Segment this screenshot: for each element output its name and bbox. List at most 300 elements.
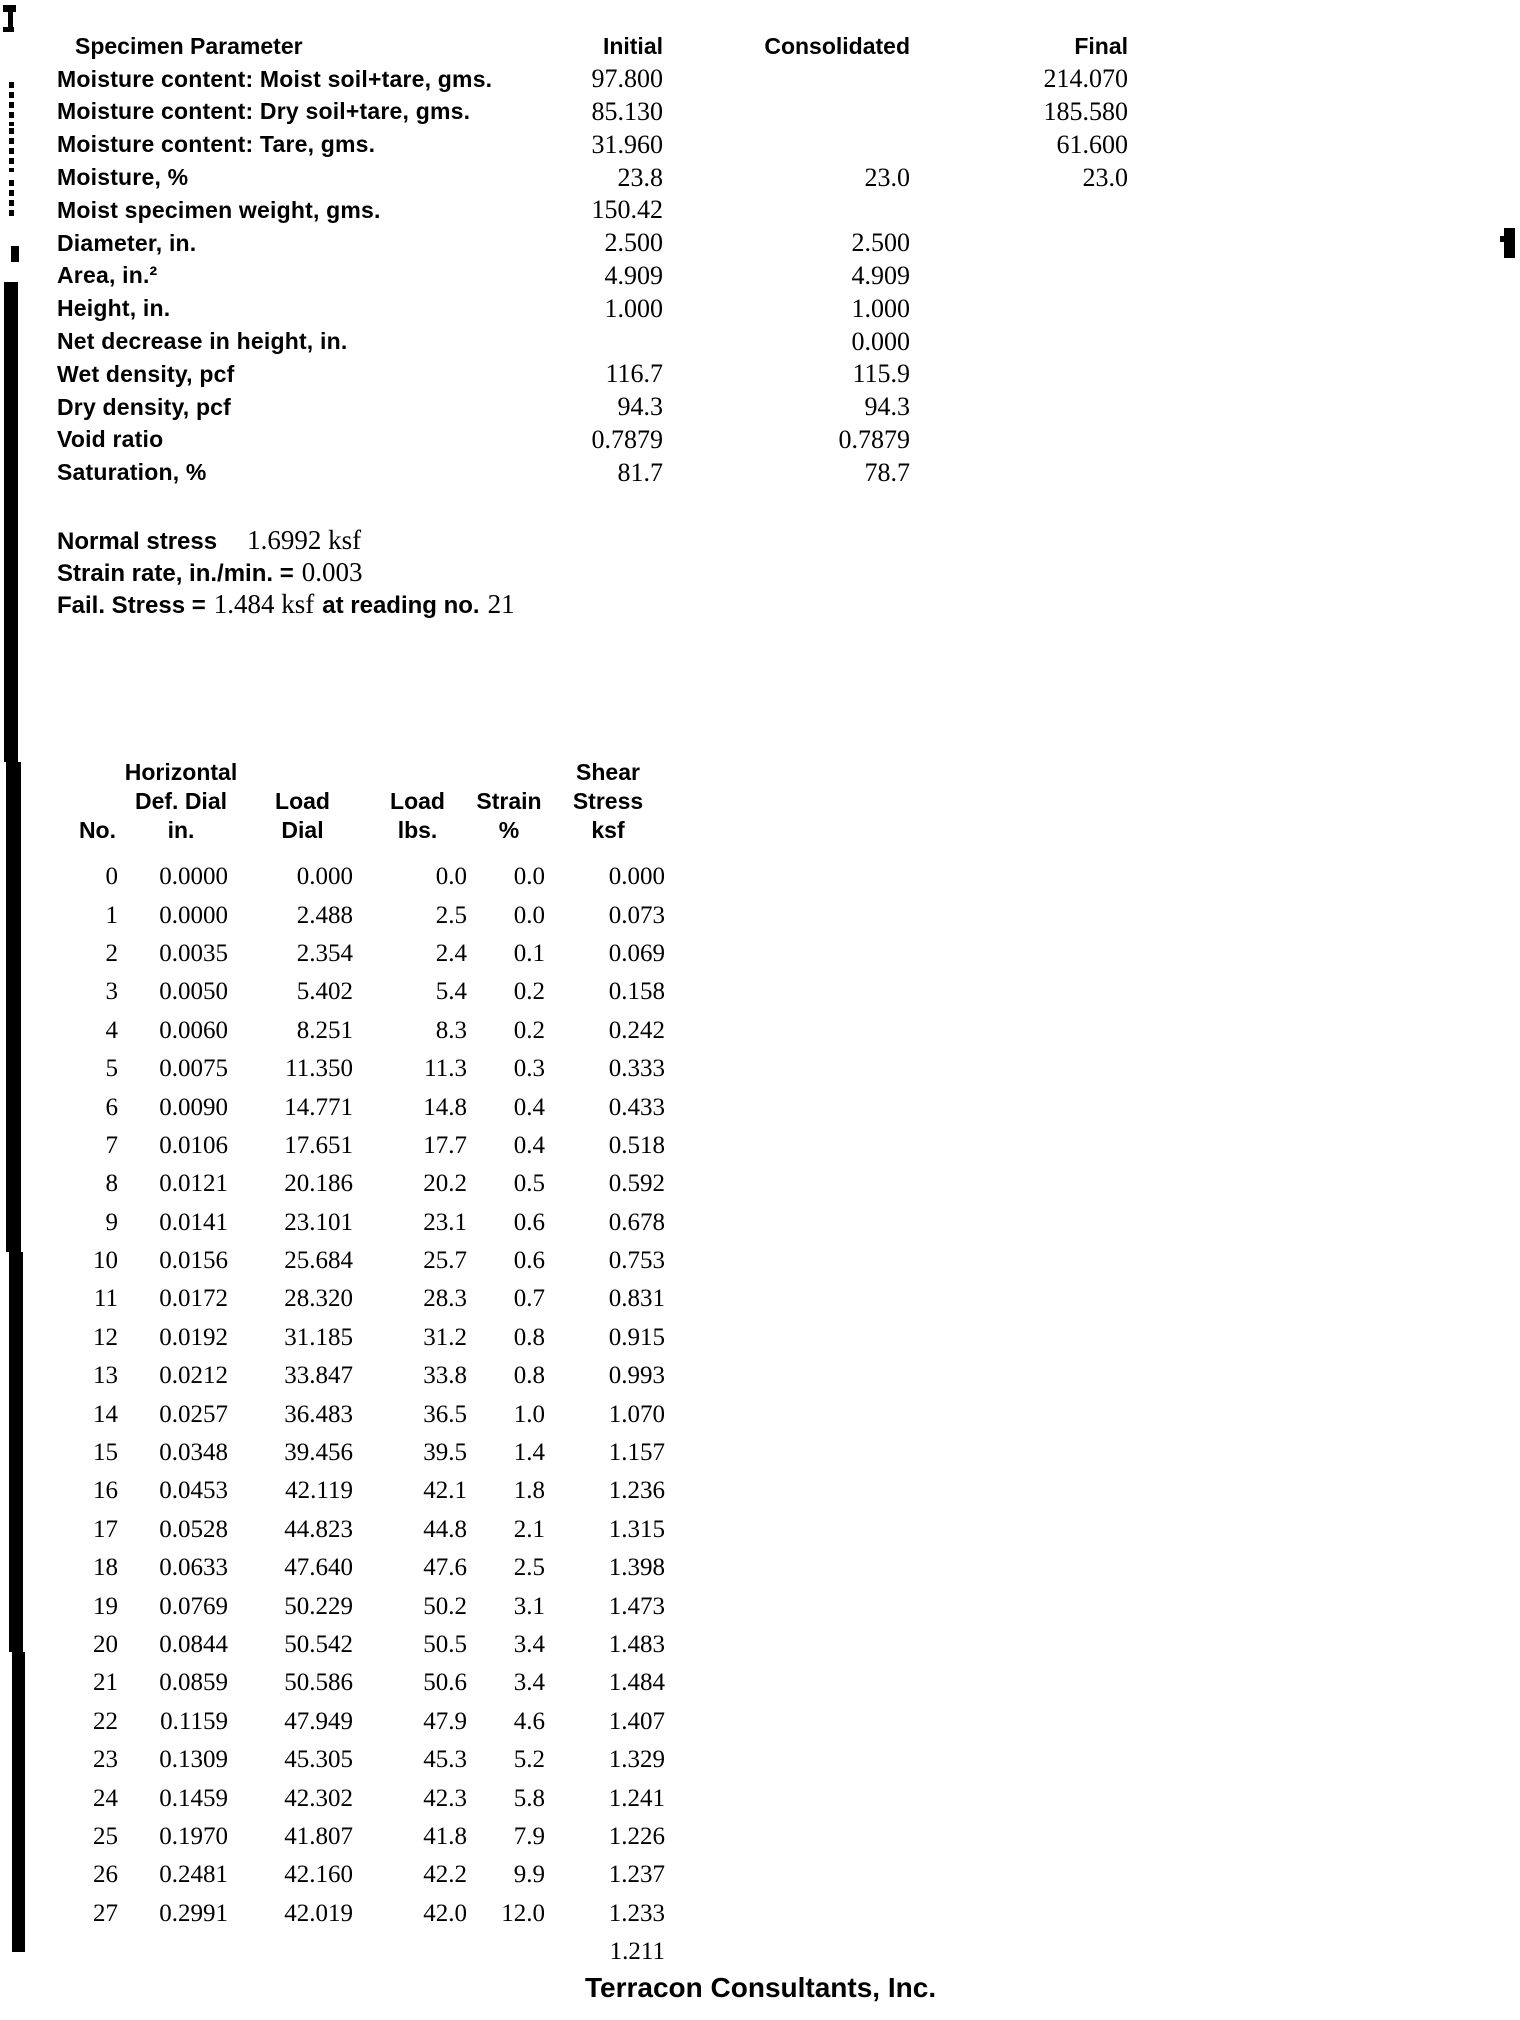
reading-load-dial: 20.186 xyxy=(284,1170,353,1198)
strain-rate-line xyxy=(57,556,515,588)
reading-no: 27 xyxy=(93,1899,118,1927)
specimen-final-value: 23.0 xyxy=(1082,162,1128,192)
residual-shear-value: 1.211 xyxy=(609,1938,665,1966)
reading-shear-stress: 0.592 xyxy=(608,1170,665,1198)
specimen-initial-value: 23.8 xyxy=(617,162,663,192)
specimen-table-row xyxy=(57,391,1132,424)
strain-rate-value: 0.003 xyxy=(301,557,363,587)
reading-no: 20 xyxy=(93,1631,118,1658)
specimen-table-header-row xyxy=(57,30,1132,63)
reading-strain: 3.1 xyxy=(513,1592,545,1620)
header-load-lbs-line2: Load xyxy=(390,788,445,814)
specimen-initial-value: 0.7879 xyxy=(591,424,663,454)
specimen-table-row xyxy=(57,260,1132,293)
header-load-lbs-line3: lbs. xyxy=(397,817,438,843)
initial-column-header: Initial xyxy=(602,32,663,59)
reading-shear-stress: 0.831 xyxy=(608,1285,665,1313)
reading-shear-stress: 0.073 xyxy=(608,901,665,929)
reading-load-dial: 47.949 xyxy=(284,1707,353,1735)
reading-no: 6 xyxy=(105,1093,118,1121)
header-load-lbs-line1 xyxy=(365,758,470,787)
header-def-dial-line2: Def. Dial xyxy=(134,788,228,814)
reading-strain: 5.2 xyxy=(513,1746,545,1774)
specimen-parameter-label: Moisture, % xyxy=(57,164,189,191)
reading-no: 24 xyxy=(93,1784,118,1812)
scan-artifact-edge-bar-1 xyxy=(4,282,18,762)
specimen-table-row xyxy=(57,227,1132,260)
specimen-parameter-label: Void ratio xyxy=(57,426,164,453)
reading-no: 14 xyxy=(93,1400,118,1428)
reading-row xyxy=(57,1703,668,1741)
reading-load-lbs: 25.7 xyxy=(423,1247,467,1275)
reading-no: 2 xyxy=(105,939,118,967)
reading-load-lbs: 2.5 xyxy=(435,901,467,929)
fail-stress-suffix: at reading no. xyxy=(322,592,480,619)
scan-artifact-margin-squiggle-3 xyxy=(9,180,14,220)
reading-shear-stress: 0.753 xyxy=(608,1247,665,1275)
reading-strain: 0.8 xyxy=(513,1323,545,1351)
reading-strain: 0.5 xyxy=(513,1170,545,1198)
reading-load-lbs: 33.8 xyxy=(423,1362,467,1390)
reading-load-dial: 42.160 xyxy=(284,1861,353,1889)
reading-def-dial: 0.0257 xyxy=(159,1400,228,1428)
specimen-initial-value: 94.3 xyxy=(617,392,663,422)
specimen-initial-value: 2.500 xyxy=(604,228,663,258)
reading-def-dial: 0.0172 xyxy=(159,1285,228,1313)
specimen-parameter-label: Moisture content: Tare, gms. xyxy=(57,131,376,158)
reading-no: 0 xyxy=(105,863,118,891)
reading-def-dial: 0.1970 xyxy=(159,1822,228,1850)
reading-no: 7 xyxy=(105,1131,118,1159)
reading-no: 22 xyxy=(93,1707,118,1735)
reading-row xyxy=(57,1395,668,1433)
reading-strain: 0.0 xyxy=(513,863,545,891)
specimen-initial-value: 81.7 xyxy=(617,457,663,487)
reading-load-dial: 50.229 xyxy=(284,1592,353,1620)
specimen-table-row xyxy=(57,96,1132,129)
reading-def-dial: 0.2481 xyxy=(159,1861,228,1889)
reading-shear-stress: 1.233 xyxy=(608,1899,665,1927)
specimen-consolidated-value: 115.9 xyxy=(852,359,910,389)
reading-def-dial: 0.0348 xyxy=(159,1439,228,1467)
specimen-final-value: 61.600 xyxy=(1056,129,1128,159)
reading-row xyxy=(57,1280,668,1318)
reading-load-lbs: 5.4 xyxy=(435,978,467,1006)
specimen-parameter-label: Moisture content: Moist soil+tare, gms. xyxy=(57,65,493,92)
reading-strain: 3.4 xyxy=(513,1669,545,1697)
reading-def-dial: 0.0000 xyxy=(159,863,228,891)
reading-strain: 3.4 xyxy=(513,1631,545,1658)
reading-load-lbs: 42.1 xyxy=(423,1477,467,1505)
reading-def-dial: 0.0000 xyxy=(159,901,228,929)
reading-row xyxy=(57,1626,668,1664)
specimen-table-row xyxy=(57,63,1132,96)
fail-stress-line xyxy=(57,588,515,620)
header-no-line2 xyxy=(57,787,122,816)
normal-stress-line xyxy=(57,524,515,556)
reading-no: 16 xyxy=(93,1477,118,1505)
header-strain-line1 xyxy=(470,758,548,787)
reading-shear-stress: 1.241 xyxy=(608,1784,665,1812)
reading-row xyxy=(57,1587,668,1625)
specimen-parameter-label: Net decrease in height, in. xyxy=(57,328,348,355)
specimen-parameter-header: Specimen Parameter xyxy=(75,32,303,59)
reading-no: 17 xyxy=(93,1515,118,1543)
reading-no: 13 xyxy=(93,1362,118,1390)
specimen-table-row xyxy=(57,456,1132,489)
readings-table-header xyxy=(57,758,668,845)
header-load-dial-line2: Load xyxy=(275,788,330,814)
specimen-initial-value: 85.130 xyxy=(591,96,663,126)
header-def-dial-line3: in. xyxy=(167,817,195,843)
reading-strain: 0.2 xyxy=(513,978,545,1006)
reading-row xyxy=(57,1818,668,1856)
reading-shear-stress: 1.070 xyxy=(608,1400,665,1428)
reading-def-dial: 0.0075 xyxy=(159,1055,228,1083)
reading-load-lbs: 41.8 xyxy=(423,1822,467,1850)
test-conditions-block xyxy=(57,524,515,620)
header-strain-line2: Strain xyxy=(476,788,542,814)
specimen-parameter-label: Area, in.² xyxy=(57,262,158,289)
reading-load-lbs: 36.5 xyxy=(423,1400,467,1428)
reading-strain: 4.6 xyxy=(513,1707,545,1735)
specimen-initial-value: 97.800 xyxy=(591,64,663,94)
reading-def-dial: 0.0090 xyxy=(159,1093,228,1121)
specimen-consolidated-value: 0.7879 xyxy=(838,424,910,454)
readings-header-line-2 xyxy=(57,787,668,816)
reading-no: 4 xyxy=(105,1016,118,1044)
reading-row xyxy=(57,1741,668,1779)
reading-load-dial: 39.456 xyxy=(284,1439,353,1467)
reading-strain: 2.5 xyxy=(513,1554,545,1582)
reading-def-dial: 0.0060 xyxy=(159,1016,228,1044)
reading-strain: 2.1 xyxy=(513,1515,545,1543)
reading-load-lbs: 50.2 xyxy=(423,1592,467,1620)
reading-no: 5 xyxy=(105,1055,118,1083)
header-load-dial-line3: Dial xyxy=(281,817,324,843)
residual-shear-row xyxy=(57,1933,668,1971)
header-no-line1 xyxy=(57,758,122,787)
company-name: Terracon Consultants, Inc. xyxy=(585,1972,937,2003)
scan-artifact-margin-tick xyxy=(11,246,19,262)
reading-strain: 12.0 xyxy=(501,1899,545,1927)
scan-artifact-top-left-3 xyxy=(3,27,14,32)
specimen-table-row xyxy=(57,325,1132,358)
reading-row xyxy=(57,1434,668,1472)
reading-load-lbs: 42.2 xyxy=(423,1861,467,1889)
specimen-consolidated-value: 4.909 xyxy=(851,260,910,290)
specimen-initial-value: 116.7 xyxy=(605,359,663,389)
specimen-parameter-label: Saturation, % xyxy=(57,459,207,486)
reading-strain: 0.1 xyxy=(513,939,545,967)
reading-load-lbs: 2.4 xyxy=(435,939,467,967)
reading-load-dial: 45.305 xyxy=(284,1746,353,1774)
reading-row xyxy=(57,973,668,1011)
reading-no: 8 xyxy=(105,1170,118,1198)
reading-def-dial: 0.1459 xyxy=(159,1784,228,1812)
reading-no: 10 xyxy=(93,1247,118,1275)
reading-shear-stress: 1.237 xyxy=(608,1861,665,1889)
reading-load-dial: 0.000 xyxy=(296,863,353,891)
reading-load-dial: 44.823 xyxy=(284,1515,353,1543)
reading-row xyxy=(57,1779,668,1817)
reading-shear-stress: 0.678 xyxy=(608,1208,665,1236)
reading-shear-stress: 0.915 xyxy=(608,1323,665,1351)
reading-strain: 0.8 xyxy=(513,1362,545,1390)
scan-artifact-edge-bar-3 xyxy=(9,1252,23,1652)
reading-load-dial: 14.771 xyxy=(284,1093,353,1121)
specimen-parameter-label: Diameter, in. xyxy=(57,229,197,256)
reading-no: 18 xyxy=(93,1554,118,1582)
reading-shear-stress: 1.483 xyxy=(608,1631,665,1658)
strain-rate-label: Strain rate, in./min. = xyxy=(57,560,294,587)
reading-def-dial: 0.1309 xyxy=(159,1746,228,1774)
normal-stress-label: Normal stress xyxy=(57,528,218,555)
reading-shear-stress: 0.069 xyxy=(608,939,665,967)
reading-row xyxy=(57,935,668,973)
scan-artifact-margin-squiggle-2 xyxy=(9,128,14,172)
reading-row xyxy=(57,1549,668,1587)
reading-strain: 0.3 xyxy=(513,1055,545,1083)
reading-def-dial: 0.0212 xyxy=(159,1362,228,1390)
reading-load-dial: 2.354 xyxy=(296,939,353,967)
reading-row xyxy=(57,1127,668,1165)
header-load-dial-line1 xyxy=(240,758,365,787)
readings-header-line-3 xyxy=(57,816,668,845)
reading-load-dial: 31.185 xyxy=(284,1323,353,1351)
reading-def-dial: 0.0192 xyxy=(159,1323,228,1351)
specimen-table-row xyxy=(57,161,1132,194)
specimen-consolidated-value: 23.0 xyxy=(864,162,910,192)
reading-load-lbs: 42.0 xyxy=(423,1899,467,1927)
reading-load-lbs: 17.7 xyxy=(423,1131,467,1159)
specimen-parameter-label: Moist specimen weight, gms. xyxy=(57,196,381,223)
reading-row xyxy=(57,858,668,896)
reading-shear-stress: 1.473 xyxy=(608,1592,665,1620)
header-shear-line3: ksf xyxy=(591,817,625,843)
specimen-table-row xyxy=(57,128,1132,161)
specimen-consolidated-value: 2.500 xyxy=(851,228,910,258)
reading-no: 26 xyxy=(93,1861,118,1889)
reading-load-lbs: 8.3 xyxy=(435,1016,467,1044)
specimen-table-row xyxy=(57,358,1132,391)
reading-no: 25 xyxy=(93,1822,118,1850)
specimen-initial-value: 150.42 xyxy=(591,195,663,225)
reading-row xyxy=(57,896,668,934)
reading-def-dial: 0.0156 xyxy=(159,1247,228,1275)
reading-def-dial: 0.1159 xyxy=(160,1707,228,1735)
scan-artifact-edge-bar-2 xyxy=(6,762,21,1252)
reading-shear-stress: 1.484 xyxy=(608,1669,665,1697)
reading-row xyxy=(57,1895,668,1933)
reading-load-lbs: 50.6 xyxy=(423,1669,467,1697)
header-no-line3: No. xyxy=(78,817,116,843)
readings-table-body xyxy=(57,858,668,1971)
specimen-parameter-label: Dry density, pcf xyxy=(57,393,232,420)
reading-row xyxy=(57,1012,668,1050)
reading-no: 11 xyxy=(93,1285,118,1313)
reading-load-dial: 28.320 xyxy=(284,1285,353,1313)
reading-shear-stress: 1.398 xyxy=(608,1554,665,1582)
normal-stress-value: 1.6992 ksf xyxy=(247,525,362,555)
reading-shear-stress: 0.433 xyxy=(608,1093,665,1121)
reading-strain: 0.6 xyxy=(513,1208,545,1236)
reading-load-lbs: 47.6 xyxy=(423,1554,467,1582)
specimen-consolidated-value: 1.000 xyxy=(851,293,910,323)
reading-load-dial: 5.402 xyxy=(296,978,353,1006)
specimen-initial-value: 4.909 xyxy=(604,260,663,290)
reading-strain: 0.2 xyxy=(513,1016,545,1044)
reading-no: 9 xyxy=(105,1208,118,1236)
reading-no: 19 xyxy=(93,1592,118,1620)
reading-shear-stress: 1.236 xyxy=(608,1477,665,1505)
specimen-consolidated-value: 94.3 xyxy=(864,392,910,422)
reading-def-dial: 0.0844 xyxy=(159,1631,228,1658)
specimen-parameter-label: Height, in. xyxy=(57,295,171,322)
reading-def-dial: 0.0035 xyxy=(159,939,228,967)
reading-load-lbs: 20.2 xyxy=(423,1170,467,1198)
reading-strain: 0.4 xyxy=(513,1093,545,1121)
reading-no: 21 xyxy=(93,1669,118,1697)
header-shear-line2: Stress xyxy=(572,788,644,814)
reading-shear-stress: 0.158 xyxy=(608,978,665,1006)
reading-load-lbs: 45.3 xyxy=(423,1746,467,1774)
reading-def-dial: 0.0769 xyxy=(159,1592,228,1620)
reading-load-lbs: 11.3 xyxy=(424,1055,467,1083)
reading-row xyxy=(57,1319,668,1357)
reading-shear-stress: 0.333 xyxy=(608,1055,665,1083)
reading-def-dial: 0.0633 xyxy=(159,1554,228,1582)
specimen-final-value: 185.580 xyxy=(1043,96,1128,126)
fail-stress-label: Fail. Stress = xyxy=(57,592,206,619)
reading-load-dial: 11.350 xyxy=(285,1055,353,1083)
header-strain-line3: % xyxy=(498,817,520,843)
specimen-table-row xyxy=(57,194,1132,227)
reading-def-dial: 0.2991 xyxy=(159,1899,228,1927)
reading-load-lbs: 28.3 xyxy=(423,1285,467,1313)
reading-shear-stress: 0.993 xyxy=(608,1362,665,1390)
reading-row xyxy=(57,1088,668,1126)
reading-load-lbs: 42.3 xyxy=(423,1784,467,1812)
fail-stress-reading-number: 21 xyxy=(487,589,515,619)
reading-def-dial: 0.0106 xyxy=(159,1131,228,1159)
reading-strain: 1.4 xyxy=(513,1439,545,1467)
specimen-initial-value: 1.000 xyxy=(604,293,663,323)
reading-def-dial: 0.0050 xyxy=(159,978,228,1006)
reading-load-lbs: 31.2 xyxy=(423,1323,467,1351)
reading-row xyxy=(57,1050,668,1088)
fail-stress-value: 1.484 ksf xyxy=(213,589,315,619)
reading-shear-stress: 0.000 xyxy=(608,863,665,891)
header-def-dial-line1: Horizontal xyxy=(124,759,238,785)
reading-strain: 0.7 xyxy=(513,1285,545,1313)
reading-def-dial: 0.0859 xyxy=(159,1669,228,1697)
reading-strain: 1.0 xyxy=(513,1400,545,1428)
reading-row xyxy=(57,1472,668,1510)
reading-no: 1 xyxy=(105,901,118,929)
reading-shear-stress: 0.242 xyxy=(608,1016,665,1044)
reading-strain: 1.8 xyxy=(513,1477,545,1505)
scan-artifact-right-mark xyxy=(1504,228,1515,258)
reading-load-dial: 50.586 xyxy=(284,1669,353,1697)
reading-load-dial: 33.847 xyxy=(284,1362,353,1390)
reading-load-lbs: 50.5 xyxy=(423,1631,467,1658)
reading-strain: 0.4 xyxy=(513,1131,545,1159)
reading-load-lbs: 0.0 xyxy=(435,863,467,891)
reading-shear-stress: 1.226 xyxy=(608,1822,665,1850)
reading-strain: 7.9 xyxy=(513,1822,545,1850)
reading-def-dial: 0.0528 xyxy=(159,1515,228,1543)
readings-header-line-1 xyxy=(57,758,668,787)
reading-load-dial: 50.542 xyxy=(284,1631,353,1658)
specimen-initial-value: 31.960 xyxy=(591,129,663,159)
reading-load-dial: 8.251 xyxy=(296,1016,353,1044)
reading-def-dial: 0.0141 xyxy=(159,1208,228,1236)
reading-shear-stress: 1.157 xyxy=(608,1439,665,1467)
reading-row xyxy=(57,1664,668,1702)
specimen-parameter-table xyxy=(57,30,1132,489)
scan-artifact-margin-squiggle-1 xyxy=(9,82,14,126)
scan-artifact-edge-bar-4 xyxy=(12,1652,25,1952)
specimen-consolidated-value: 78.7 xyxy=(864,457,910,487)
reading-row xyxy=(57,1204,668,1242)
specimen-parameter-label: Moisture content: Dry soil+tare, gms. xyxy=(57,98,471,125)
reading-load-dial: 47.640 xyxy=(284,1554,353,1582)
specimen-parameter-label: Wet density, pcf xyxy=(57,360,235,387)
reading-no: 12 xyxy=(93,1323,118,1351)
reading-shear-stress: 0.518 xyxy=(608,1131,665,1159)
reading-row xyxy=(57,1242,668,1280)
reading-load-lbs: 39.5 xyxy=(423,1439,467,1467)
reading-strain: 5.8 xyxy=(513,1784,545,1812)
specimen-table-row xyxy=(57,292,1132,325)
specimen-consolidated-value: 0.000 xyxy=(851,326,910,356)
reading-def-dial: 0.0453 xyxy=(159,1477,228,1505)
reading-load-dial: 42.119 xyxy=(285,1477,353,1505)
reading-load-dial: 36.483 xyxy=(284,1400,353,1428)
reading-load-lbs: 23.1 xyxy=(423,1208,467,1236)
reading-load-lbs: 44.8 xyxy=(423,1515,467,1543)
reading-load-dial: 23.101 xyxy=(284,1208,353,1236)
reading-row xyxy=(57,1511,668,1549)
reading-load-lbs: 47.9 xyxy=(423,1707,467,1735)
reading-shear-stress: 1.329 xyxy=(608,1746,665,1774)
reading-load-dial: 2.488 xyxy=(296,901,353,929)
reading-row xyxy=(57,1856,668,1894)
reading-no: 15 xyxy=(93,1439,118,1467)
reading-load-lbs: 14.8 xyxy=(423,1093,467,1121)
reading-load-dial: 25.684 xyxy=(284,1247,353,1275)
reading-def-dial: 0.0121 xyxy=(159,1170,228,1198)
header-shear-line1: Shear xyxy=(576,759,640,785)
specimen-final-value: 214.070 xyxy=(1043,64,1128,94)
reading-load-dial: 41.807 xyxy=(284,1822,353,1850)
final-column-header: Final xyxy=(1074,32,1128,59)
reading-strain: 0.6 xyxy=(513,1247,545,1275)
reading-shear-stress: 1.315 xyxy=(608,1515,665,1543)
reading-load-dial: 42.019 xyxy=(284,1899,353,1927)
specimen-table-row xyxy=(57,424,1132,457)
reading-row xyxy=(57,1165,668,1203)
reading-no: 23 xyxy=(93,1746,118,1774)
reading-shear-stress: 1.407 xyxy=(608,1707,665,1735)
reading-no: 3 xyxy=(105,978,118,1006)
reading-row xyxy=(57,1357,668,1395)
reading-load-dial: 17.651 xyxy=(284,1131,353,1159)
scan-artifact-right-mark-nub xyxy=(1500,236,1504,242)
consolidated-column-header: Consolidated xyxy=(764,32,910,59)
reading-strain: 9.9 xyxy=(513,1861,545,1889)
